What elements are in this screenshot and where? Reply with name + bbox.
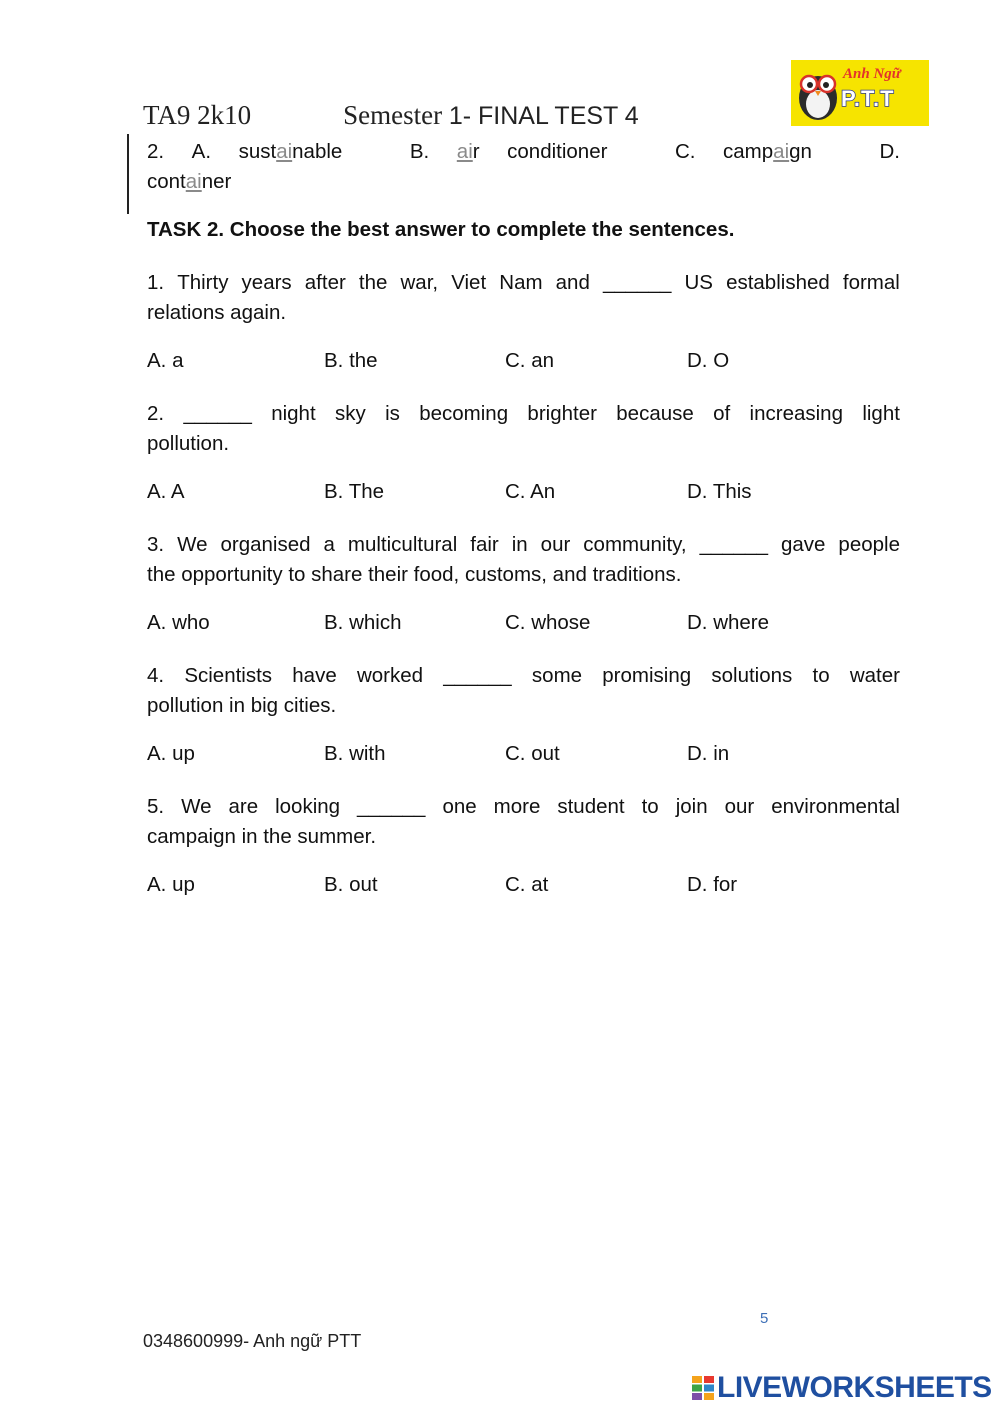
answer-option-b[interactable]: B. the: [324, 349, 378, 372]
question-word: looking: [275, 795, 341, 818]
question-word: of: [713, 402, 731, 425]
question-line-1: [147, 530, 900, 560]
question-word: a: [323, 533, 335, 556]
answer-option-a[interactable]: A. up: [147, 742, 195, 765]
question-word: established: [726, 271, 830, 294]
answer-option-b[interactable]: B. with: [324, 742, 386, 765]
question-word: our: [724, 795, 755, 818]
page-number: 5: [760, 1310, 769, 1327]
question-word: light: [862, 402, 900, 425]
final-test-label: 1- FINAL TEST 4: [448, 102, 639, 130]
logo-anh-ngu-ptt: [791, 60, 929, 126]
answer-option-a[interactable]: A. who: [147, 611, 210, 634]
question-word: environmental: [771, 795, 900, 818]
question-word: the: [358, 271, 388, 294]
question-word: 4.: [147, 664, 165, 687]
page-header: [143, 100, 639, 131]
question-line-1: [147, 268, 900, 298]
question-word: to: [641, 795, 659, 818]
question-word: gave: [780, 533, 826, 556]
answer-options-3: [147, 611, 900, 641]
task1-question-2: [147, 137, 900, 197]
question-word: Scientists: [184, 664, 273, 687]
answer-options-5: [147, 873, 900, 903]
answer-blank[interactable]: ______: [699, 533, 768, 556]
answer-option-d[interactable]: D. This: [687, 480, 752, 503]
answer-option-b[interactable]: B. The: [324, 480, 385, 503]
question-line-2: campaign in the summer.: [147, 825, 377, 848]
owl-icon: [795, 64, 841, 122]
question-word: have: [292, 664, 337, 687]
question-word: is: [385, 402, 400, 425]
question-word: We: [177, 533, 208, 556]
answer-option-a[interactable]: A. up: [147, 873, 195, 896]
logo-top-text: Anh Ngữ: [843, 66, 901, 82]
question-word: community,: [583, 533, 687, 556]
q2-b-label: B.: [409, 140, 430, 163]
q2-a-label: A.: [191, 140, 212, 163]
question-word: US: [684, 271, 713, 294]
semester-label: Semester: [343, 100, 443, 130]
question-word: war,: [400, 271, 439, 294]
question-word: night: [271, 402, 316, 425]
question-word: multicultural: [347, 533, 458, 556]
question-word: increasing: [749, 402, 843, 425]
answer-option-b[interactable]: B. which: [324, 611, 402, 634]
answer-option-a[interactable]: A. a: [147, 349, 184, 372]
liveworksheets-logo-icon: [692, 1376, 714, 1400]
q2-d-label: D.: [879, 140, 900, 163]
answer-option-d[interactable]: D. where: [687, 611, 770, 634]
answer-blank[interactable]: ______: [183, 402, 252, 425]
question-word: water: [849, 664, 900, 687]
answer-options-4: [147, 742, 900, 772]
answer-option-c[interactable]: C. An: [505, 480, 556, 503]
course-code: TA9 2k10: [143, 100, 252, 130]
question-word: sky: [334, 402, 366, 425]
question-word: brighter: [527, 402, 597, 425]
question-line-2: pollution.: [147, 432, 230, 455]
question-word: Viet: [451, 271, 487, 294]
question-line-2: pollution in big cities.: [147, 694, 337, 717]
question-word: solutions: [711, 664, 793, 687]
question-1: [147, 268, 900, 328]
q2-option-c: campaign: [723, 140, 812, 163]
question-word: student: [557, 795, 625, 818]
answer-option-c[interactable]: C. whose: [505, 611, 591, 634]
question-4: [147, 661, 900, 721]
question-3: [147, 530, 900, 590]
question-word: join: [675, 795, 708, 818]
question-5: [147, 792, 900, 852]
question-word: fair: [470, 533, 499, 556]
question-word: 3.: [147, 533, 165, 556]
question-word: 5.: [147, 795, 165, 818]
question-word: people: [838, 533, 900, 556]
answer-option-b[interactable]: B. out: [324, 873, 378, 896]
footer-contact: 0348600999- Anh ngữ PTT: [143, 1331, 362, 1351]
question-word: our: [540, 533, 571, 556]
liveworksheets-brand: [692, 1373, 992, 1403]
task2-title: TASK 2. Choose the best answer to complete the sentences.: [147, 218, 735, 241]
question-word: 2.: [147, 402, 165, 425]
q2-number: 2.: [147, 140, 165, 163]
question-word: are: [228, 795, 259, 818]
question-line-1: [147, 792, 900, 822]
question-line-1: [147, 661, 900, 691]
question-word: Nam: [499, 271, 543, 294]
brand-text: LIVEWORKSHEETS: [717, 1371, 992, 1404]
question-word: one: [442, 795, 477, 818]
question-word: and: [555, 271, 590, 294]
question-word: in: [511, 533, 528, 556]
question-word: more: [493, 795, 541, 818]
q2-c-label: C.: [674, 140, 696, 163]
question-word: organised: [220, 533, 311, 556]
question-2: [147, 399, 900, 459]
question-word: because: [616, 402, 694, 425]
question-word: 1.: [147, 271, 165, 294]
question-line-2: the opportunity to share their food, customs, and traditions.: [147, 563, 682, 586]
question-word: to: [812, 664, 830, 687]
q2-option-b-word2: conditioner: [507, 140, 608, 163]
answer-blank[interactable]: ______: [443, 664, 512, 687]
question-word: years: [241, 271, 292, 294]
answer-option-c[interactable]: C. at: [505, 873, 549, 896]
answer-options-2: [147, 480, 900, 510]
question-word: We: [181, 795, 212, 818]
answer-option-c[interactable]: C. out: [505, 742, 560, 765]
question-word: after: [304, 271, 346, 294]
question-word: promising: [602, 664, 692, 687]
answer-blank[interactable]: ______: [357, 795, 426, 818]
answer-option-d[interactable]: D. O: [687, 349, 730, 372]
answer-option-d[interactable]: D. in: [687, 742, 730, 765]
margin-bar: [127, 134, 129, 214]
answer-blank[interactable]: ______: [602, 271, 672, 294]
question-word: Thirty: [177, 271, 229, 294]
answer-option-d[interactable]: D. for: [687, 873, 738, 896]
question-word: some: [531, 664, 583, 687]
q2-option-d: container: [147, 170, 232, 193]
answer-options-1: [147, 349, 900, 379]
question-word: worked: [356, 664, 424, 687]
question-word: becoming: [419, 402, 509, 425]
question-word: formal: [842, 271, 900, 294]
logo-bottom-text: P.T.T: [841, 86, 895, 111]
q2-option-a: sustainable: [238, 140, 343, 163]
answer-option-c[interactable]: C. an: [505, 349, 554, 372]
q2-option-b: air: [456, 140, 480, 163]
question-line-1: [147, 399, 900, 429]
question-line-2: relations again.: [147, 301, 287, 324]
answer-option-a[interactable]: A. A: [147, 480, 185, 503]
